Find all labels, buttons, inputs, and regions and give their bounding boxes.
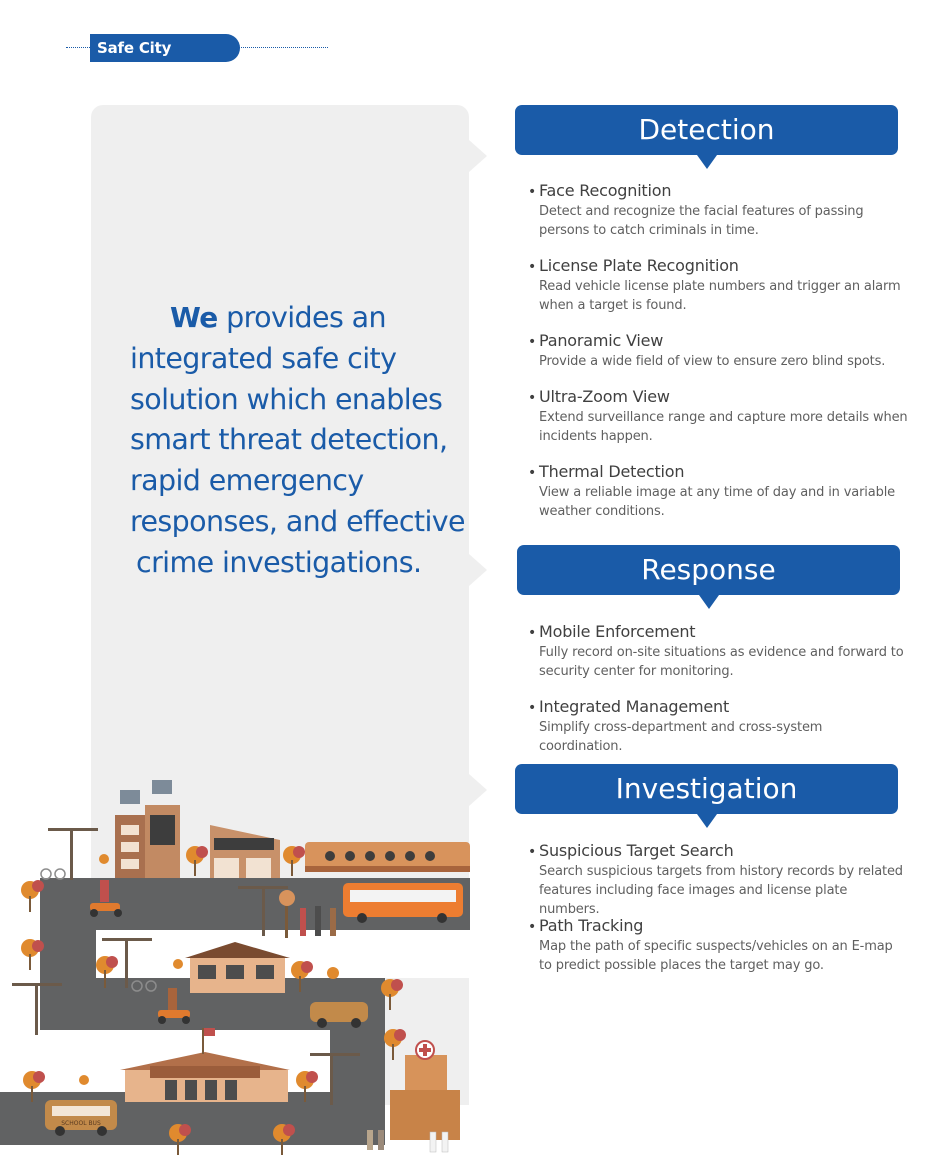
item-desc-line: Provide a wide field of view to ensure zero blind spots. (539, 354, 886, 369)
list-item (528, 331, 908, 371)
header-dotted-line-left (66, 47, 92, 48)
bullet-icon: • (528, 700, 537, 716)
list-item (528, 916, 908, 975)
bullet-icon: • (528, 919, 537, 935)
item-desc-line: Detect and recognize the facial features of passing (539, 204, 864, 219)
item-desc-line: Read vehicle license plate numbers and trigger an alarm (539, 279, 901, 294)
intro-line-5: responses, and effective (130, 504, 465, 538)
item-desc-line: to predict possible places the target may go. (539, 958, 824, 973)
panel-notch-response (469, 554, 487, 586)
item-title: Suspicious Target Search (539, 841, 734, 860)
item-desc-line: Fully record on-site situations as evidence and forward to (539, 645, 904, 660)
city-illustration (0, 770, 470, 1158)
intro-line-0: provides an (217, 301, 387, 334)
list-item (528, 697, 908, 756)
item-title: Face Recognition (539, 181, 672, 200)
building-tower (115, 780, 180, 878)
building-hall (210, 825, 280, 878)
bullet-icon: • (528, 465, 537, 481)
school-bus-label: SCHOOL BUS (61, 1120, 101, 1127)
item-desc-line: Extend surveillance range and capture more details when (539, 410, 908, 425)
item-title: Path Tracking (539, 916, 644, 935)
intro-line-4: rapid emergency (130, 464, 364, 498)
item-desc-line: Map the path of specific suspects/vehicles on an E-map (539, 939, 893, 954)
item-desc-line: security center for monitoring. (539, 664, 734, 679)
banner-investigation: Investigation (515, 764, 898, 814)
list-item (528, 256, 908, 315)
item-desc-line: incidents happen. (539, 429, 653, 444)
item-desc-line: features including face images and license plate numbers. (539, 883, 848, 917)
banner-response: Response (517, 545, 900, 595)
list-item (528, 622, 908, 681)
item-title: License Plate Recognition (539, 256, 739, 275)
item-desc-line: Search suspicious targets from history records by related (539, 864, 903, 879)
item-desc-line: when a target is found. (539, 298, 687, 313)
item-title: Thermal Detection (539, 462, 685, 481)
item-title: Mobile Enforcement (539, 622, 696, 641)
section-tag: Safe City Solution (90, 34, 240, 62)
intro-line-6: crime investigations. (136, 545, 422, 579)
bullet-icon: • (528, 625, 537, 641)
list-item (528, 181, 908, 240)
bullet-icon: • (528, 259, 537, 275)
banner-detection: Detection (515, 105, 898, 155)
item-desc-line: Simplify cross-department and cross-system coordination. (539, 720, 823, 754)
bullet-icon: • (528, 334, 537, 350)
intro-line-2: solution which enables (130, 382, 443, 416)
bullet-icon: • (528, 844, 537, 860)
item-desc-line: View a reliable image at any time of day and in variable (539, 485, 896, 500)
intro-statement (130, 298, 465, 584)
item-title: Ultra-Zoom View (539, 387, 670, 406)
pedestrians (300, 906, 336, 936)
intro-lead: We (170, 301, 218, 334)
bullet-icon: • (528, 184, 537, 200)
panel-notch-detection (469, 140, 487, 172)
building-hospital (390, 1041, 460, 1140)
list-item (528, 387, 908, 446)
list-item (528, 841, 908, 919)
item-desc-line: weather conditions. (539, 504, 665, 519)
intro-line-1: integrated safe city (130, 341, 397, 375)
list-item (528, 462, 908, 521)
item-title: Panoramic View (539, 331, 664, 350)
item-desc-line: persons to catch criminals in time. (539, 223, 759, 238)
train (305, 842, 470, 872)
bullet-icon: • (528, 390, 537, 406)
header-dotted-line-right (236, 47, 328, 48)
bus-orange (343, 883, 463, 923)
intro-line-3: smart threat detection, (130, 423, 448, 457)
item-title: Integrated Management (539, 697, 730, 716)
panel-notch-investigation (469, 774, 487, 806)
